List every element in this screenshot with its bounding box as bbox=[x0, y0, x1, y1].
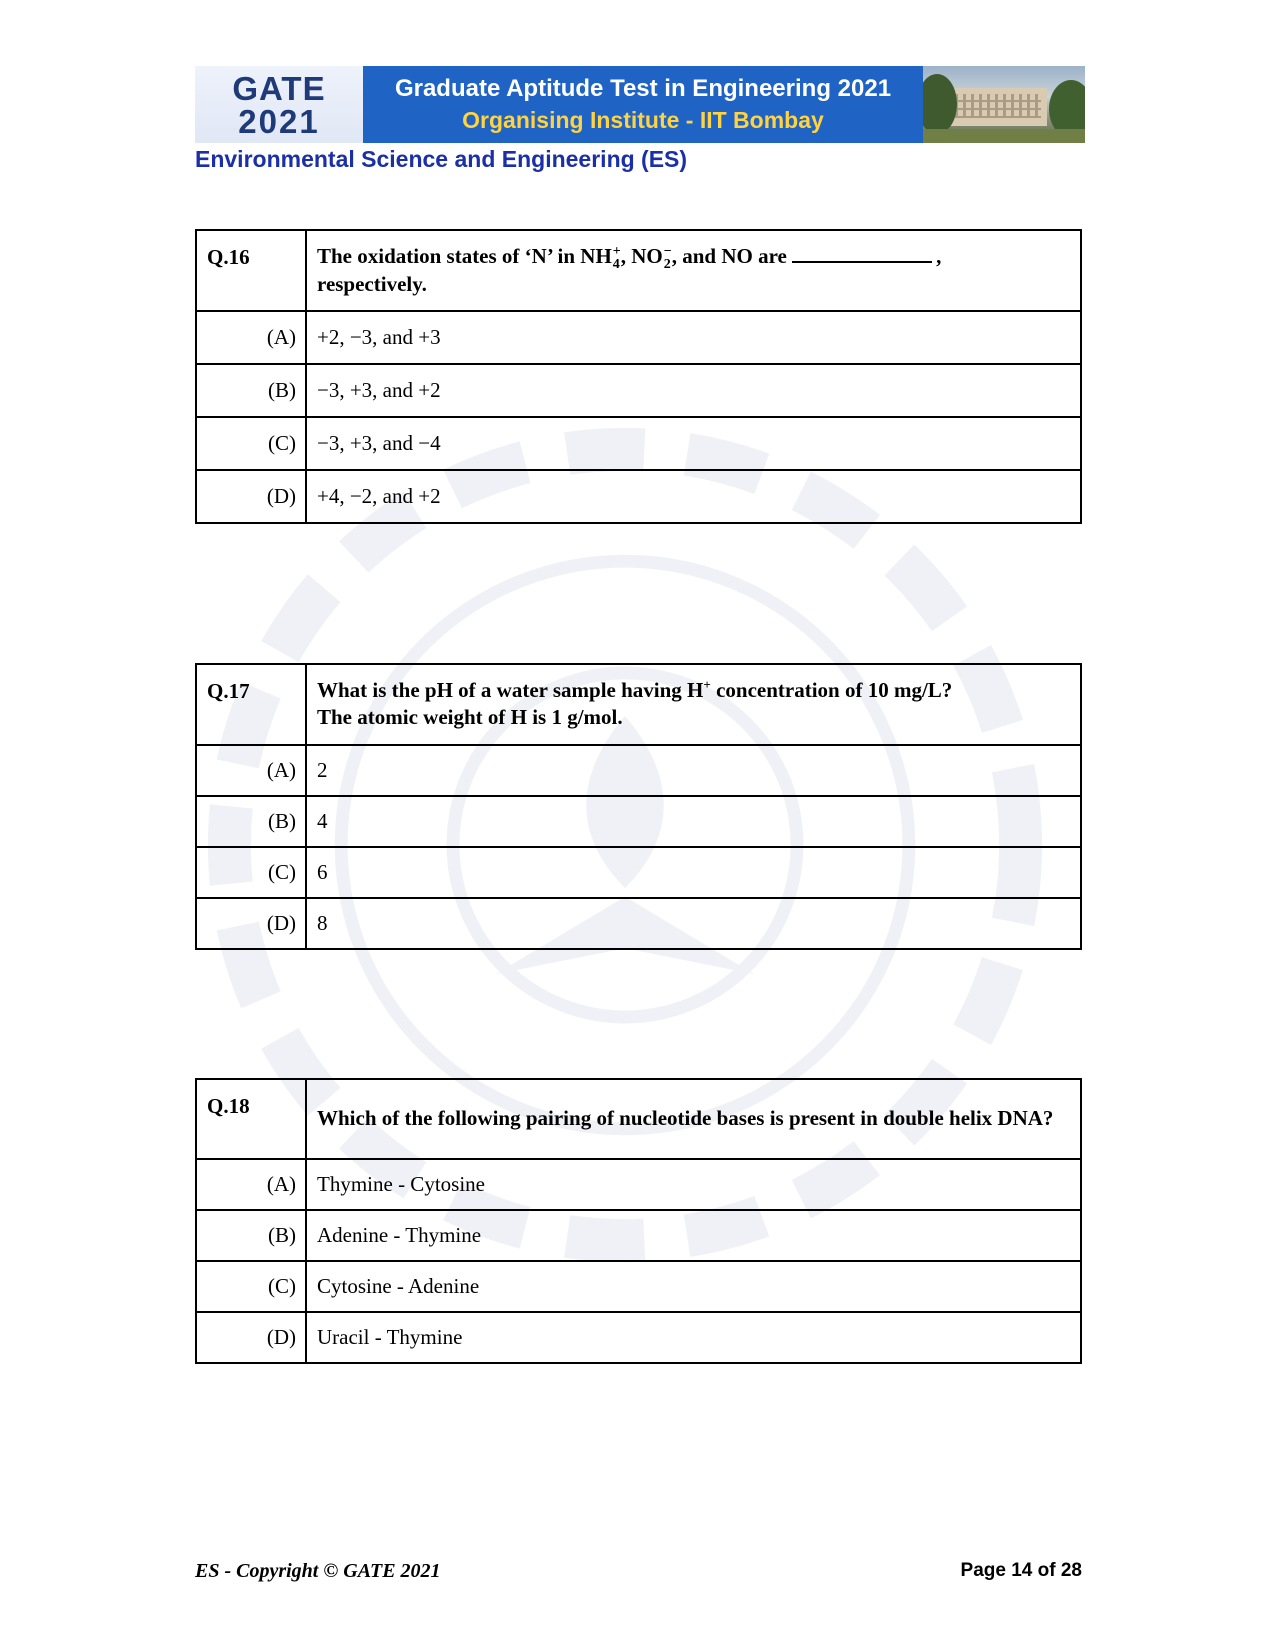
option-text: 6 bbox=[306, 847, 1081, 898]
option-label: (A) bbox=[196, 1159, 306, 1210]
answer-blank bbox=[792, 245, 932, 263]
option-label: (A) bbox=[196, 311, 306, 364]
option-text: Thymine - Cytosine bbox=[306, 1159, 1081, 1210]
question-row bbox=[196, 1079, 1081, 1159]
question-text-part: , and NO are bbox=[671, 244, 787, 268]
question-text: Which of the following pairing of nucleotide bases is present in double helix DNA? bbox=[306, 1079, 1081, 1159]
question-table-q16 bbox=[195, 229, 1082, 524]
option-label: (D) bbox=[196, 1312, 306, 1363]
option-row[interactable] bbox=[196, 1261, 1081, 1312]
option-row[interactable] bbox=[196, 417, 1081, 470]
superscript: + bbox=[703, 677, 711, 692]
question-table-q18 bbox=[195, 1078, 1082, 1364]
question-text-part: , bbox=[936, 244, 942, 268]
question-text bbox=[306, 230, 1081, 311]
option-label: (C) bbox=[196, 1261, 306, 1312]
option-row[interactable] bbox=[196, 847, 1081, 898]
question-text-part: The oxidation states of ‘N’ in NH bbox=[317, 244, 612, 268]
question-text-part: respectively. bbox=[317, 272, 427, 297]
question-number: Q.16 bbox=[196, 230, 306, 311]
option-label: (B) bbox=[196, 364, 306, 417]
option-text: Uracil - Thymine bbox=[306, 1312, 1081, 1363]
option-label: (D) bbox=[196, 470, 306, 523]
banner-subtitle: Organising Institute - IIT Bombay bbox=[462, 107, 824, 133]
option-label: (A) bbox=[196, 745, 306, 796]
question-number: Q.17 bbox=[196, 664, 306, 745]
question-text-part: The atomic weight of H is 1 g/mol. bbox=[317, 705, 623, 730]
option-row[interactable] bbox=[196, 745, 1081, 796]
campus-photo bbox=[923, 66, 1085, 143]
option-label: (C) bbox=[196, 417, 306, 470]
ion-charge: − 2 bbox=[663, 244, 672, 273]
question-number: Q.18 bbox=[196, 1079, 306, 1159]
option-row[interactable] bbox=[196, 1312, 1081, 1363]
option-row[interactable] bbox=[196, 1210, 1081, 1261]
banner-title-box bbox=[363, 66, 923, 143]
option-label: (D) bbox=[196, 898, 306, 949]
gate-logo bbox=[195, 66, 363, 143]
question-row bbox=[196, 664, 1081, 745]
question-text-part: , NO bbox=[620, 244, 663, 268]
option-text: −3, +3, and −4 bbox=[306, 417, 1081, 470]
option-text: 2 bbox=[306, 745, 1081, 796]
option-label: (C) bbox=[196, 847, 306, 898]
question-row bbox=[196, 230, 1081, 311]
question-text bbox=[306, 664, 1081, 745]
option-text: 8 bbox=[306, 898, 1081, 949]
option-text: +2, −3, and +3 bbox=[306, 311, 1081, 364]
logo-text-gate: GATE bbox=[232, 69, 326, 107]
logo-text-year: 2021 bbox=[238, 102, 320, 140]
option-text: +4, −2, and +2 bbox=[306, 470, 1081, 523]
header-banner bbox=[195, 66, 1085, 143]
option-row[interactable] bbox=[196, 311, 1081, 364]
option-label: (B) bbox=[196, 1210, 306, 1261]
option-text: Cytosine - Adenine bbox=[306, 1261, 1081, 1312]
banner-title: Graduate Aptitude Test in Engineering 2021 bbox=[394, 75, 892, 102]
question-text-part: What is the pH of a water sample having H bbox=[317, 678, 704, 702]
subject-heading: Environmental Science and Engineering (ES) bbox=[195, 146, 688, 172]
option-row[interactable] bbox=[196, 796, 1081, 847]
page-number: Page 14 of 28 bbox=[960, 1560, 1082, 1581]
option-row[interactable] bbox=[196, 364, 1081, 417]
option-label: (B) bbox=[196, 796, 306, 847]
ion-charge: + 4 bbox=[612, 244, 621, 273]
footer-copyright: ES - Copyright © GATE 2021 bbox=[195, 1560, 441, 1582]
question-text-part: concentration of 10 mg/L? bbox=[710, 678, 953, 702]
option-row[interactable] bbox=[196, 1159, 1081, 1210]
option-row[interactable] bbox=[196, 898, 1081, 949]
option-text: −3, +3, and +2 bbox=[306, 364, 1081, 417]
option-text: Adenine - Thymine bbox=[306, 1210, 1081, 1261]
option-row[interactable] bbox=[196, 470, 1081, 523]
question-table-q17 bbox=[195, 663, 1082, 950]
option-text: 4 bbox=[306, 796, 1081, 847]
